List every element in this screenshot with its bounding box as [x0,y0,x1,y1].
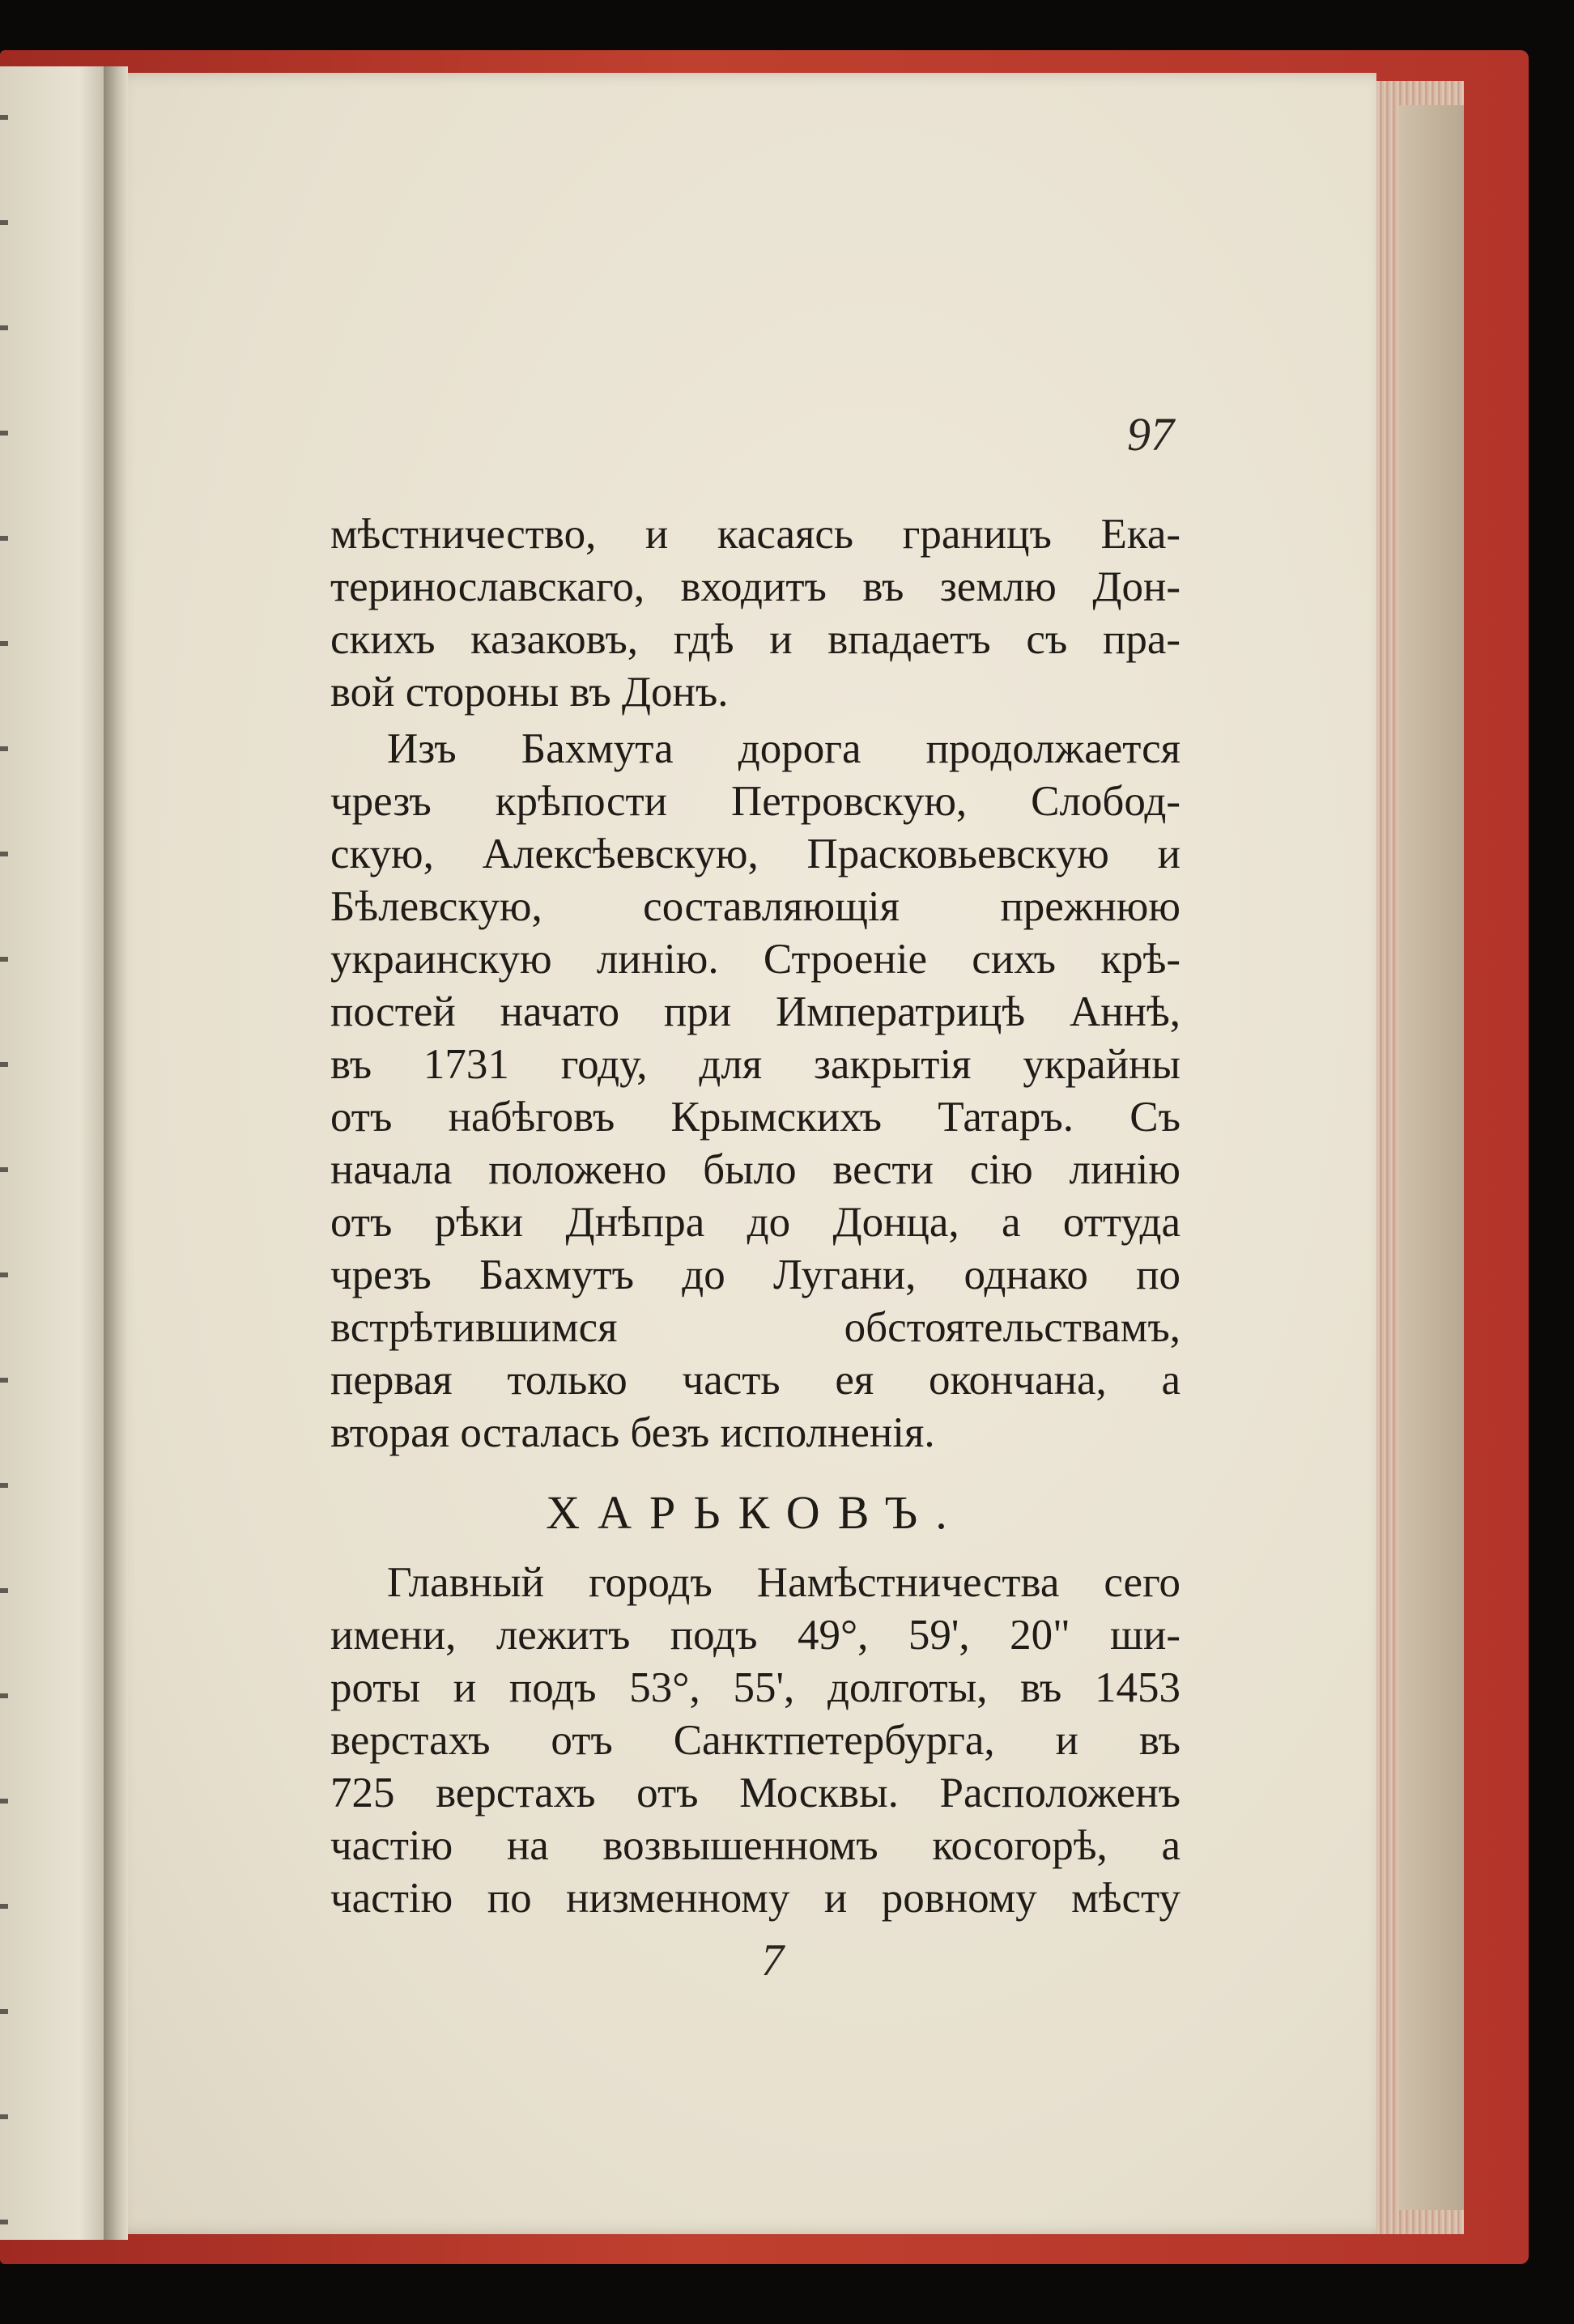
text-line: начала положено было вести сію линію [330,1146,1180,1193]
text-line: отъ рѣки Днѣпра до Донца, а оттуда [330,1199,1180,1246]
text-line: скихъ казаковъ, гдѣ и впадаетъ съ пра- [330,616,1180,663]
text-line: скую, Алексѣевскую, Прасковьевскую и [330,831,1180,877]
text-line: Главный городъ Намѣстничества сего [387,1559,1180,1606]
signature-mark: 7 [761,1935,784,1986]
right-page [113,73,1376,2234]
left-page-edge-marks [0,66,8,2240]
left-page [0,66,113,2240]
text-line: вой стороны въ Донъ. [330,669,729,716]
text-line: теринославскаго, входитъ въ землю Дон- [330,563,1180,610]
text-line: Изъ Бахмута дорога продолжается [387,725,1180,772]
text-line: 725 верстахъ отъ Москвы. Расположенъ [330,1770,1180,1816]
text-line: мѣстничество, и касаясь границъ Ека- [330,511,1180,558]
text-line: Бѣлевскую, составляющія прежнюю [330,883,1180,930]
text-line: отъ набѣговъ Крымскихъ Татаръ. Съ [330,1094,1180,1141]
section-heading: ХАРЬКОВЪ. [546,1486,965,1539]
text-line: чрезъ крѣпости Петровскую, Слобод- [330,778,1180,825]
text-line: постей начато при Императрицѣ Аннѣ, [330,988,1180,1035]
page-number: 97 [1127,408,1174,461]
text-line: вторая осталась безъ исполненія. [330,1409,935,1456]
text-line: въ 1731 году, для закрытія украйны [330,1041,1180,1088]
text-line: встрѣтившимся обстоятельствамъ, [330,1304,1180,1351]
text-line: частію на возвышенномъ косогорѣ, а [330,1822,1180,1869]
text-line: имени, лежитъ подъ 49°, 59', 20" ши- [330,1612,1180,1659]
text-line: роты и подъ 53°, 55', долготы, въ 1453 [330,1664,1180,1711]
text-line: частію по низменному и ровному мѣсту [330,1875,1180,1922]
text-line: первая только часть ея окончана, а [330,1357,1180,1404]
text-line: украинскую линію. Строеніе сихъ крѣ- [330,936,1180,983]
book-gutter [104,66,128,2240]
text-line: чрезъ Бахмутъ до Лугани, однако по [330,1251,1180,1298]
text-line: верстахъ отъ Санктпетербурга, и въ [330,1717,1180,1764]
